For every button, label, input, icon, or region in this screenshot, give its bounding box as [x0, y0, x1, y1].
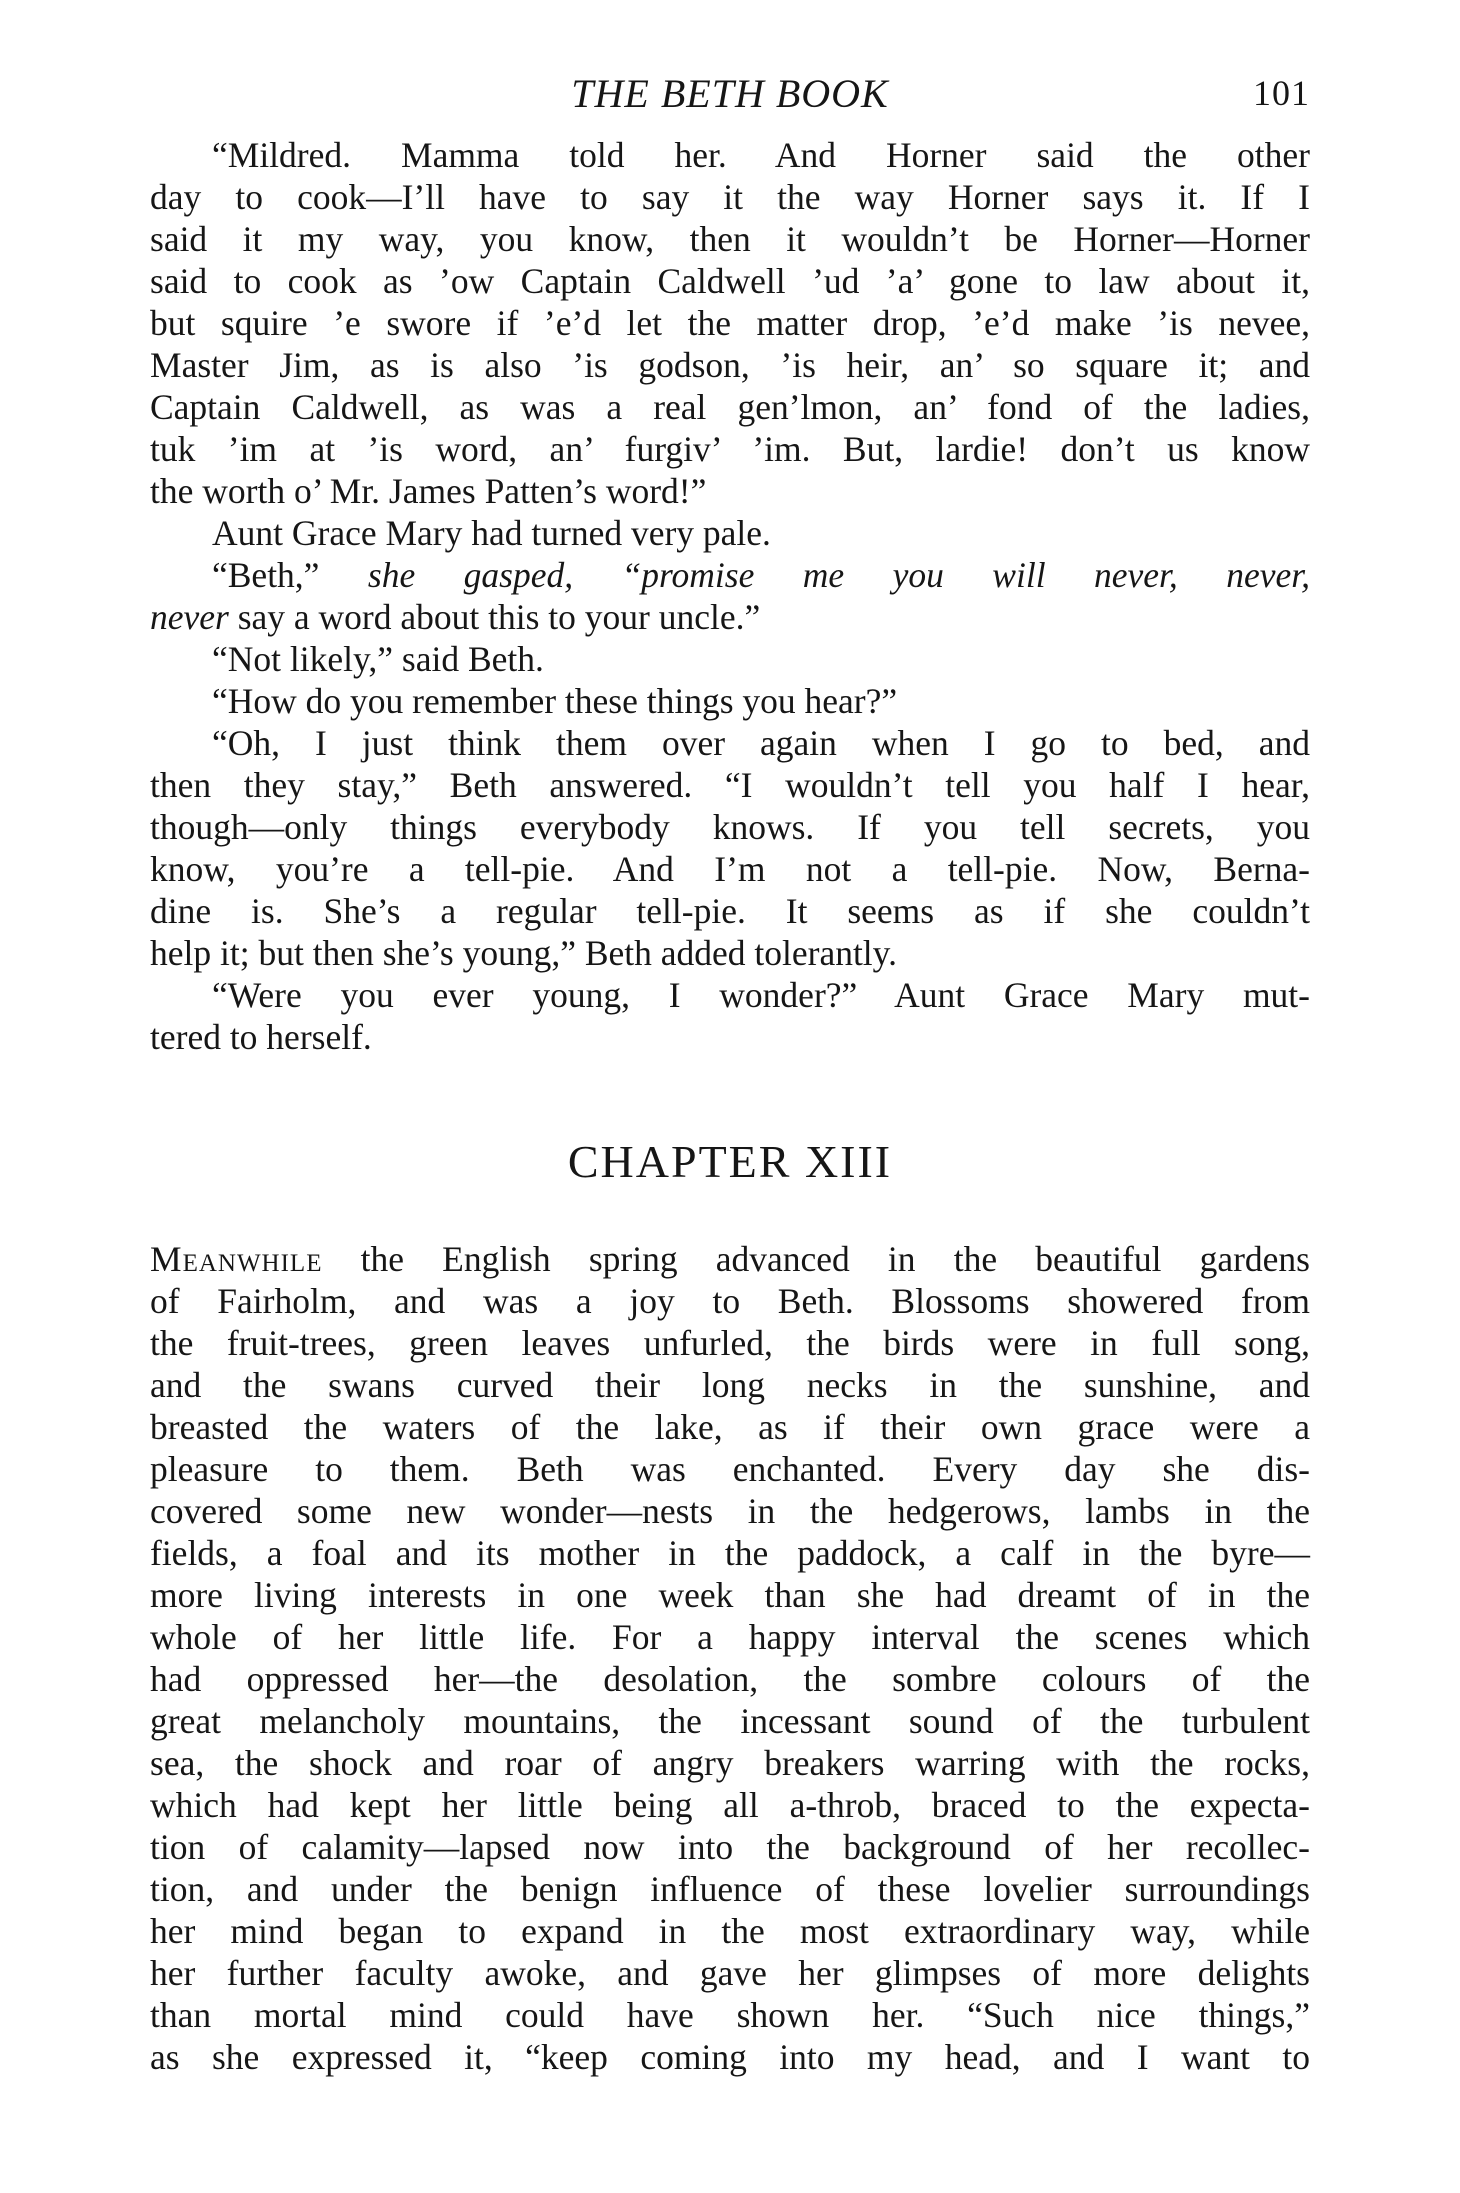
section-dialogue	[150, 134, 1310, 1058]
text-line: breasted the waters of the lake, as if their own grace were a	[150, 1407, 1310, 1447]
italic-fragment: “promise me you will never, never,	[621, 555, 1310, 595]
text-line: Aunt Grace Mary had turned very pale.	[212, 513, 771, 553]
running-title: THE BETH BOOK	[571, 71, 889, 116]
text-line: Master Jim, as is also ’is godson, ’is heir, an’ so square it; and	[150, 345, 1310, 385]
text-line: but squire ’e swore if ’e’d let the matter drop, ’e’d make ’is nevee,	[150, 303, 1310, 343]
text-line: more living interests in one week than she had dreamt of in the	[150, 1575, 1310, 1615]
text-line: which had kept her little being all a-throb, braced to the expecta-	[150, 1785, 1310, 1825]
text-line: and the swans curved their long necks in the sunshine, and	[150, 1365, 1310, 1405]
text-line: fields, a foal and its mother in the paddock, a calf in the byre—	[150, 1533, 1310, 1573]
chapter-heading: CHAPTER XIII	[567, 1136, 893, 1187]
text-line: then they stay,” Beth answered. “I wouldn’t tell you half I hear,	[150, 765, 1310, 805]
text-line: dine is. She’s a regular tell-pie. It seems as if she couldn’t	[150, 891, 1310, 931]
text-fragment: say a word about this to your uncle.”	[237, 597, 761, 637]
text-line: said it my way, you know, then it wouldn’t be Horner—Horner	[150, 219, 1310, 259]
page-number: 101	[1253, 73, 1310, 113]
text-line: Captain Caldwell, as was a real gen’lmon, an’ fond of the ladies,	[150, 387, 1310, 427]
text-line: her further faculty awoke, and gave her glimpses of more delights	[150, 1953, 1310, 1993]
text-line: “Were you ever young, I wonder?” Aunt Grace Mary mut-	[212, 975, 1310, 1015]
running-head	[150, 70, 1310, 128]
text-line: had oppressed her—the desolation, the sombre colours of the	[150, 1659, 1310, 1699]
italic-fragment: never	[150, 597, 229, 637]
text-line: whole of her little life. For a happy interval the scenes which	[150, 1617, 1310, 1657]
text-line: “Mildred. Mamma told her. And Horner said the other	[212, 135, 1310, 175]
chapter-body	[150, 1238, 1310, 2078]
text-line: great melancholy mountains, the incessant sound of the turbulent	[150, 1701, 1310, 1741]
italic-fragment: she gasped,	[367, 555, 574, 595]
text-line: “Not likely,” said Beth.	[212, 639, 544, 679]
text-line: pleasure to them. Beth was enchanted. Every day she dis-	[150, 1449, 1310, 1489]
text-line: than mortal mind could have shown her. “Such nice things,”	[150, 1995, 1310, 2035]
text-line: “Oh, I just think them over again when I go to bed, and	[212, 723, 1310, 763]
text-line: day to cook—I’ll have to say it the way Horner says it. If I	[150, 177, 1310, 217]
text-line: tered to herself.	[150, 1017, 372, 1057]
opening-word: Meanwhile	[150, 1239, 323, 1279]
text-line: as she expressed it, “keep coming into my head, and I want to	[150, 2037, 1310, 2077]
text-line: her mind began to expand in the most extraordinary way, while	[150, 1911, 1310, 1951]
text-line: tion of calamity—lapsed now into the background of her recollec-	[150, 1827, 1310, 1867]
text-line: tion, and under the benign influence of these lovelier surroundings	[150, 1869, 1310, 1909]
text-line: sea, the shock and roar of angry breakers warring with the rocks,	[150, 1743, 1310, 1783]
text-line: though—only things everybody knows. If you tell secrets, you	[150, 807, 1310, 847]
text-line: the fruit-trees, green leaves unfurled, the birds were in full song,	[150, 1323, 1310, 1363]
text-line: tuk ’im at ’is word, an’ furgiv’ ’im. But, lardie! don’t us know	[150, 429, 1310, 469]
text-line: of Fairholm, and was a joy to Beth. Blossoms showered from	[150, 1281, 1310, 1321]
book-page	[150, 70, 1310, 2078]
text-line: help it; but then she’s young,” Beth added tolerantly.	[150, 933, 897, 973]
text-line-mixed	[150, 596, 1310, 638]
text-line: know, you’re a tell-pie. And I’m not a tell-pie. Now, Berna-	[150, 849, 1310, 889]
text-line-opening	[150, 1238, 1310, 1280]
text-line: said to cook as ’ow Captain Caldwell ’ud ’a’ gone to law about it,	[150, 261, 1310, 301]
text-line: “How do you remember these things you hear?”	[212, 681, 898, 721]
text-fragment: the English spring advanced in the beautiful gardens	[360, 1239, 1310, 1279]
text-line: covered some new wonder—nests in the hedgerows, lambs in the	[150, 1491, 1310, 1531]
text-line-mixed	[150, 554, 1310, 596]
text-line: the worth o’ Mr. James Patten’s word!”	[150, 471, 707, 511]
text-fragment: “Beth,”	[212, 555, 320, 595]
